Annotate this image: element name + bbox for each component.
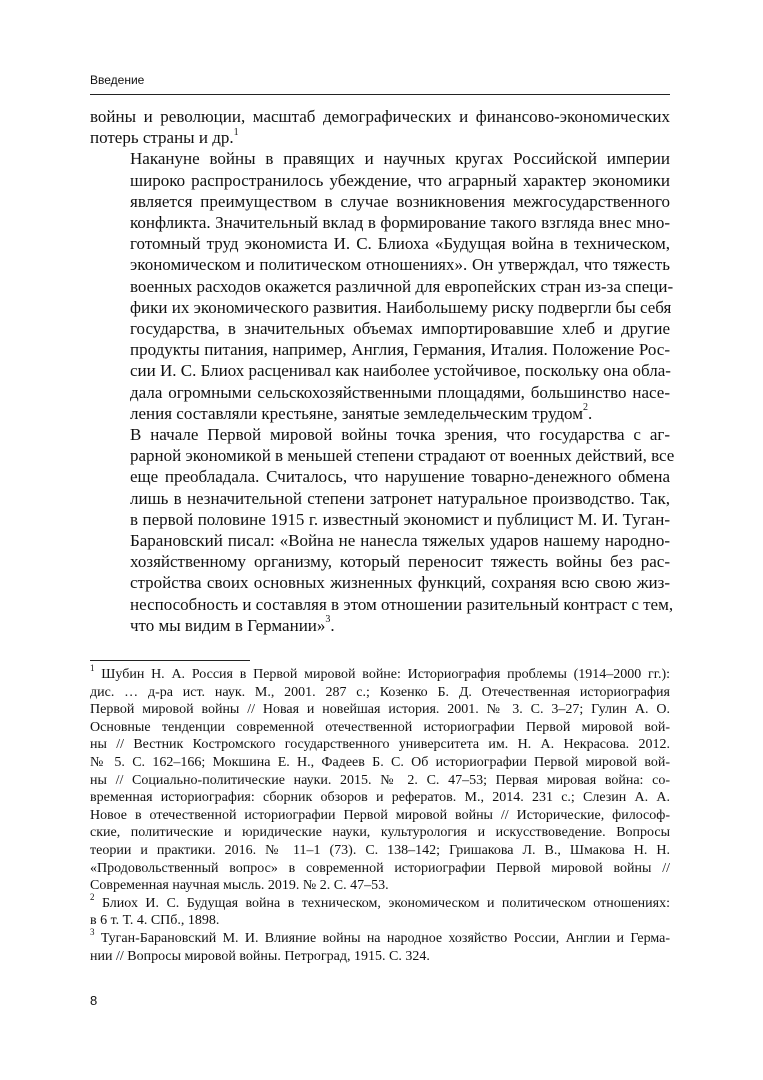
footnote-line: ны // Социально-политические науки. 2015. № 2. С. 47–53; Первая мировая война: со-	[90, 772, 670, 788]
text-line: является преимуществом в случае возникновения межгосударственного	[130, 191, 670, 211]
footnote-line: временная историография: сборник обзоров и рефератов. М., 2014. 231 с.; Слезин А. А.	[90, 790, 670, 806]
text-fragment: Шубин Н. А. Россия в Первой мировой войне: Историография проблемы (1914–2000 гг.):	[101, 667, 671, 682]
footnote-line: Основные тенденции современной отечественной историографии Первой мировой вой-	[90, 719, 670, 735]
text-line: в первой половине 1915 г. известный экономист и публицист М. И. Туган-	[130, 509, 670, 529]
footnote-line: «Продовольственный вопрос» в современной историографии Первой мировой войны //	[90, 860, 670, 876]
text-fragment: Блиох И. С. Будущая война в техническом, экономическом и политическом отношениях:	[101, 895, 670, 911]
text-line: дала огромными сельскохозяйственными площадями, большинство насе-	[130, 382, 670, 402]
footnote-line	[90, 663, 671, 684]
footnote-line: в 6 т. Т. 4. СПб., 1898.	[90, 913, 220, 929]
text-fragment: потерь страны и др.	[90, 128, 234, 148]
running-header: Введение	[90, 73, 145, 87]
footnote-mark: 3	[90, 927, 95, 938]
text-line: лишь в незначительной степени затронет натуральное производство. Так,	[130, 488, 670, 508]
text-line: широко распространилось убеждение, что аграрный характер экономики	[130, 170, 670, 190]
footnote-line: ны // Вестник Костромского государственного университета им. Н. А. Некрасова. 2012.	[90, 737, 670, 753]
footnote-ref-3[interactable]: 3	[325, 614, 331, 626]
page-number: 8	[90, 993, 98, 1008]
footnote-line	[90, 927, 670, 948]
text-line: готомный труд экономиста И. С. Блиоха «Будущая война в техническом,	[130, 234, 670, 254]
footnote-separator	[90, 660, 250, 661]
text-line: сии И. С. Блиох расценивал как наиболее устойчивое, поскольку она обла-	[130, 361, 671, 381]
text-line: стройства своих основных жизненных функций, сохраняя всю свою жиз-	[130, 573, 670, 593]
footnote-line: № 5. С. 162–166; Мокшина Е. Н., Фадеев Б. С. Об историографии Первой мировой вой-	[90, 754, 670, 770]
text-line: государства, в значительных объемах импортировавшие хлеб и другие	[130, 319, 670, 339]
text-line: фики их экономического развития. Наибольшему риску подвергли бы себя	[130, 297, 672, 317]
text-line: что мы видим в Германии»$^3$.	[130, 614, 335, 635]
footnote-mark: 1	[90, 663, 95, 674]
text-fragment: что мы видим в Германии»	[130, 615, 326, 635]
footnote-line: Современная научная мысль. 2019. № 2. С. 47–53.	[90, 878, 389, 894]
text-line: экономическом и политическом отношениях». Он утверждал, что тяжесть	[130, 255, 670, 275]
footnote-line: нии // Вопросы мировой войны. Петроград, 1915. С. 324.	[90, 948, 430, 964]
header-rule	[90, 94, 670, 95]
text-line: еще преобладала. Считалось, что нарушение товарно-денежного обмена	[130, 467, 670, 487]
text-fragment: Туган-Барановский М. И. Влияние войны на народное хозяйство России, Англии и Герма-	[100, 930, 670, 946]
text-line: конфликта. Значительный вклад в формирование такого взгляда внес мно-	[130, 213, 670, 233]
text-line: неспособность и составляя в этом отношении разительный контраст с тем,	[130, 594, 674, 614]
footnote-line: дис. … д-ра ист. наук. М., 2001. 287 с.; Козенко Б. Д. Отечественная историография	[90, 684, 670, 700]
footnote-line: ские, политические и юридические науки, культурология и искусствоведение. Вопросы	[90, 825, 670, 841]
text-fragment: ления составляли крестьяне, занятые земледельческим трудом	[130, 403, 583, 423]
text-line: рарной экономикой в меньшей степени страдают от военных действий, все	[130, 446, 675, 466]
paragraph-2	[90, 148, 674, 424]
text-line: ления составляли крестьяне, занятые земледельческим трудом$^2$.	[130, 402, 593, 423]
paragraph-3	[90, 424, 675, 636]
text-line: Барановский писал: «Война не нанесла тяжелых ударов нашему народно-	[130, 531, 670, 551]
footnote-ref-2[interactable]: 2	[582, 402, 588, 414]
text-line: Накануне войны в правящих и научных кругах Российской империи	[130, 149, 670, 169]
footnotes	[90, 663, 671, 965]
footnote-line: теории и практики. 2016. № 11–1 (73). С. 138–142; Гришакова Л. В., Шмакова Н. Н.	[90, 842, 670, 858]
footnote-line: Первой мировой войны // Новая и новейшая история. 2001. № 3. С. 3–27; Гулин А. О.	[90, 702, 670, 718]
footnote-line: Новое в отечественной историографии Первой мировой войны // Исторические, философ-	[90, 807, 670, 823]
text-line: хозяйственному организму, который переносит тяжесть войны без рас-	[130, 552, 670, 572]
text-line: продукты питания, например, Англия, Германия, Италия. Положение Рос-	[130, 340, 670, 360]
footnote-2	[90, 892, 670, 930]
footnote-line	[90, 892, 670, 913]
text-line	[90, 127, 670, 148]
paragraph-1	[90, 106, 670, 148]
main-text	[90, 106, 675, 636]
footnote-1	[90, 663, 671, 895]
text-line: В начале Первой мировой войны точка зрения, что государства с аг-	[130, 425, 670, 445]
footnote-ref-1[interactable]: 1	[233, 126, 239, 138]
text-line: войны и революции, масштаб демографических и финансово-экономических	[90, 107, 670, 126]
footnote-3	[90, 927, 670, 965]
text-line: военных расходов окажется различной для европейских стран из-за специ-	[130, 276, 674, 296]
footnote-mark: 2	[90, 892, 95, 903]
